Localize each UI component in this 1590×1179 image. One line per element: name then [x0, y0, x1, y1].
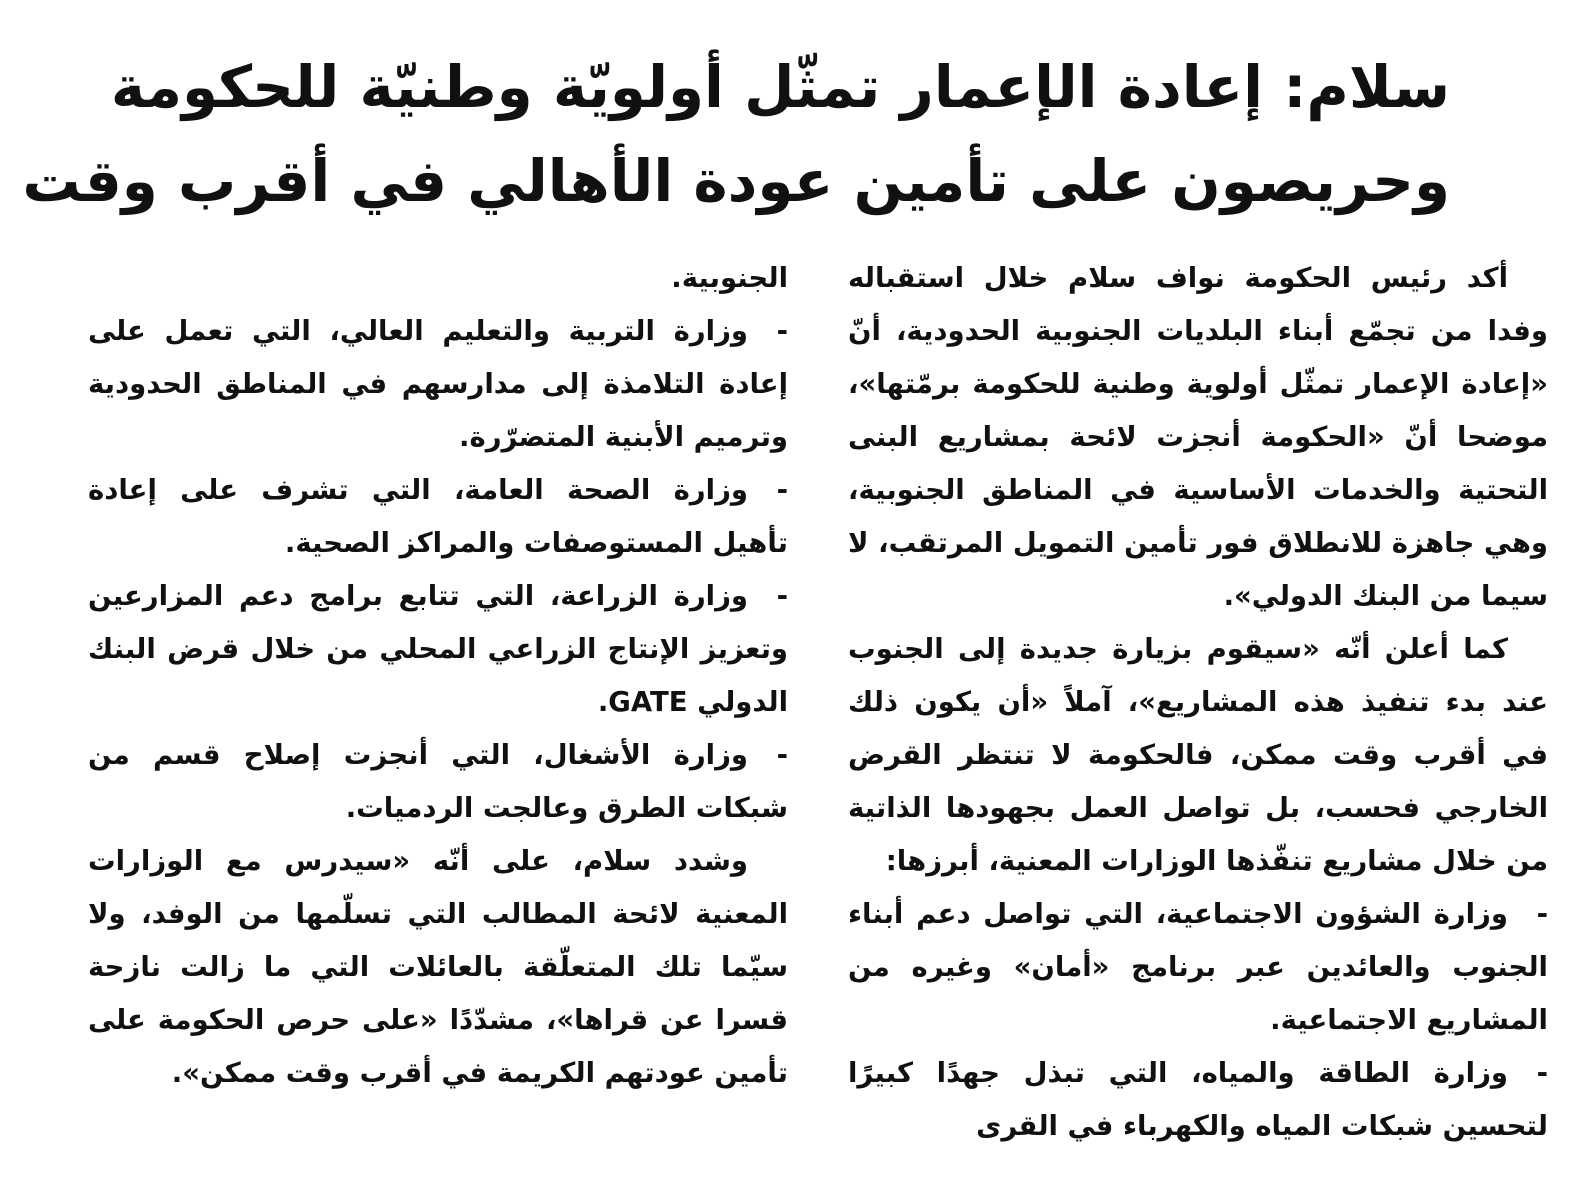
bullet-dash: -	[1536, 898, 1548, 930]
bullet-item	[88, 729, 788, 835]
paragraph: كما أعلن أنّه «سيقوم بزيارة جديدة إلى الجنوب عند بدء تنفيذ هذه المشاريع»، آملاً «أن يكون ذلك في أقرب وقت ممكن، فالحكومة لا تنتظر القرض الخارجي فحسب، بل تواصل العمل بجهودها الذاتية من خلال مشاريع تنفّذها الوزارات المعنية، أبرزها:	[848, 633, 1548, 877]
bullet-text: وزارة الزراعة، التي تتابع برامج دعم المزارعين وتعزيز الإنتاج الزراعي المحلي من خلال قرض البنك الدولي GATE.	[88, 580, 788, 718]
bullet-item	[88, 305, 788, 464]
headline-line-2: وحريصون على تأمين عودة الأهالي في أقرب وقت	[22, 147, 1450, 215]
bullet-text: وزارة الشؤون الاجتماعية، التي تواصل دعم أبناء الجنوب والعائدين عبر برنامج «أمان» وغيره من المشاريع الاجتماعية.	[848, 898, 1548, 1036]
bullet-text: وزارة الطاقة والمياه، التي تبذل جهدًا كبيرًا لتحسين شبكات المياه والكهرباء في القرى	[848, 1057, 1548, 1142]
bullet-dash: -	[776, 474, 788, 506]
paragraph: أكد رئيس الحكومة نواف سلام خلال استقباله وفدا من تجمّع أبناء البلديات الجنوبية الحدودية، أنّ «إعادة الإعمار تمثّل أولوية وطنية للحكومة برمّتها»، موضحا أنّ «الحكومة أنجزت لائحة بمشاريع البنى التحتية والخدمات الأساسية في المناطق الجنوبية، وهي جاهزة للانطلاق فور تأمين التمويل المرتقب، لا سيما من البنك الدولي».	[848, 262, 1548, 612]
article-column-left	[88, 252, 788, 1100]
bullet-dash: -	[776, 580, 788, 612]
headline-line-1: سلام: إعادة الإعمار تمثّل أولويّة وطنيّة للحكومة	[110, 53, 1450, 121]
bullet-item	[848, 1047, 1548, 1153]
bullet-dash: -	[776, 739, 788, 771]
paragraph: وشدد سلام، على أنّه «سيدرس مع الوزارات المعنية لائحة المطالب التي تسلّمها من الوفد، ولا سيّما تلك المتعلّقة بالعائلات التي ما زالت نازحة قسرا عن قراها»، مشدّدًا «على حرص الحكومة على تأمين عودتهم الكريمة في أقرب وقت ممكن».	[88, 845, 788, 1089]
bullet-item	[848, 888, 1548, 1047]
bullet-text: وزارة الصحة العامة، التي تشرف على إعادة تأهيل المستوصفات والمراكز الصحية.	[88, 474, 788, 559]
bullet-text: وزارة الأشغال، التي أنجزت إصلاح قسم من شبكات الطرق وعالجت الردميات.	[88, 739, 788, 824]
bullet-dash: -	[776, 315, 788, 347]
article-column-right	[848, 252, 1548, 1153]
paragraph-continuation: الجنوبية.	[671, 262, 788, 294]
bullet-item	[88, 464, 788, 570]
article-headline	[22, 40, 1450, 228]
bullet-dash: -	[1536, 1057, 1548, 1089]
bullet-item	[88, 570, 788, 729]
bullet-text: وزارة التربية والتعليم العالي، التي تعمل على إعادة التلامذة إلى مدارسهم في المناطق الحدودية وترميم الأبنية المتضرّرة.	[88, 315, 788, 453]
